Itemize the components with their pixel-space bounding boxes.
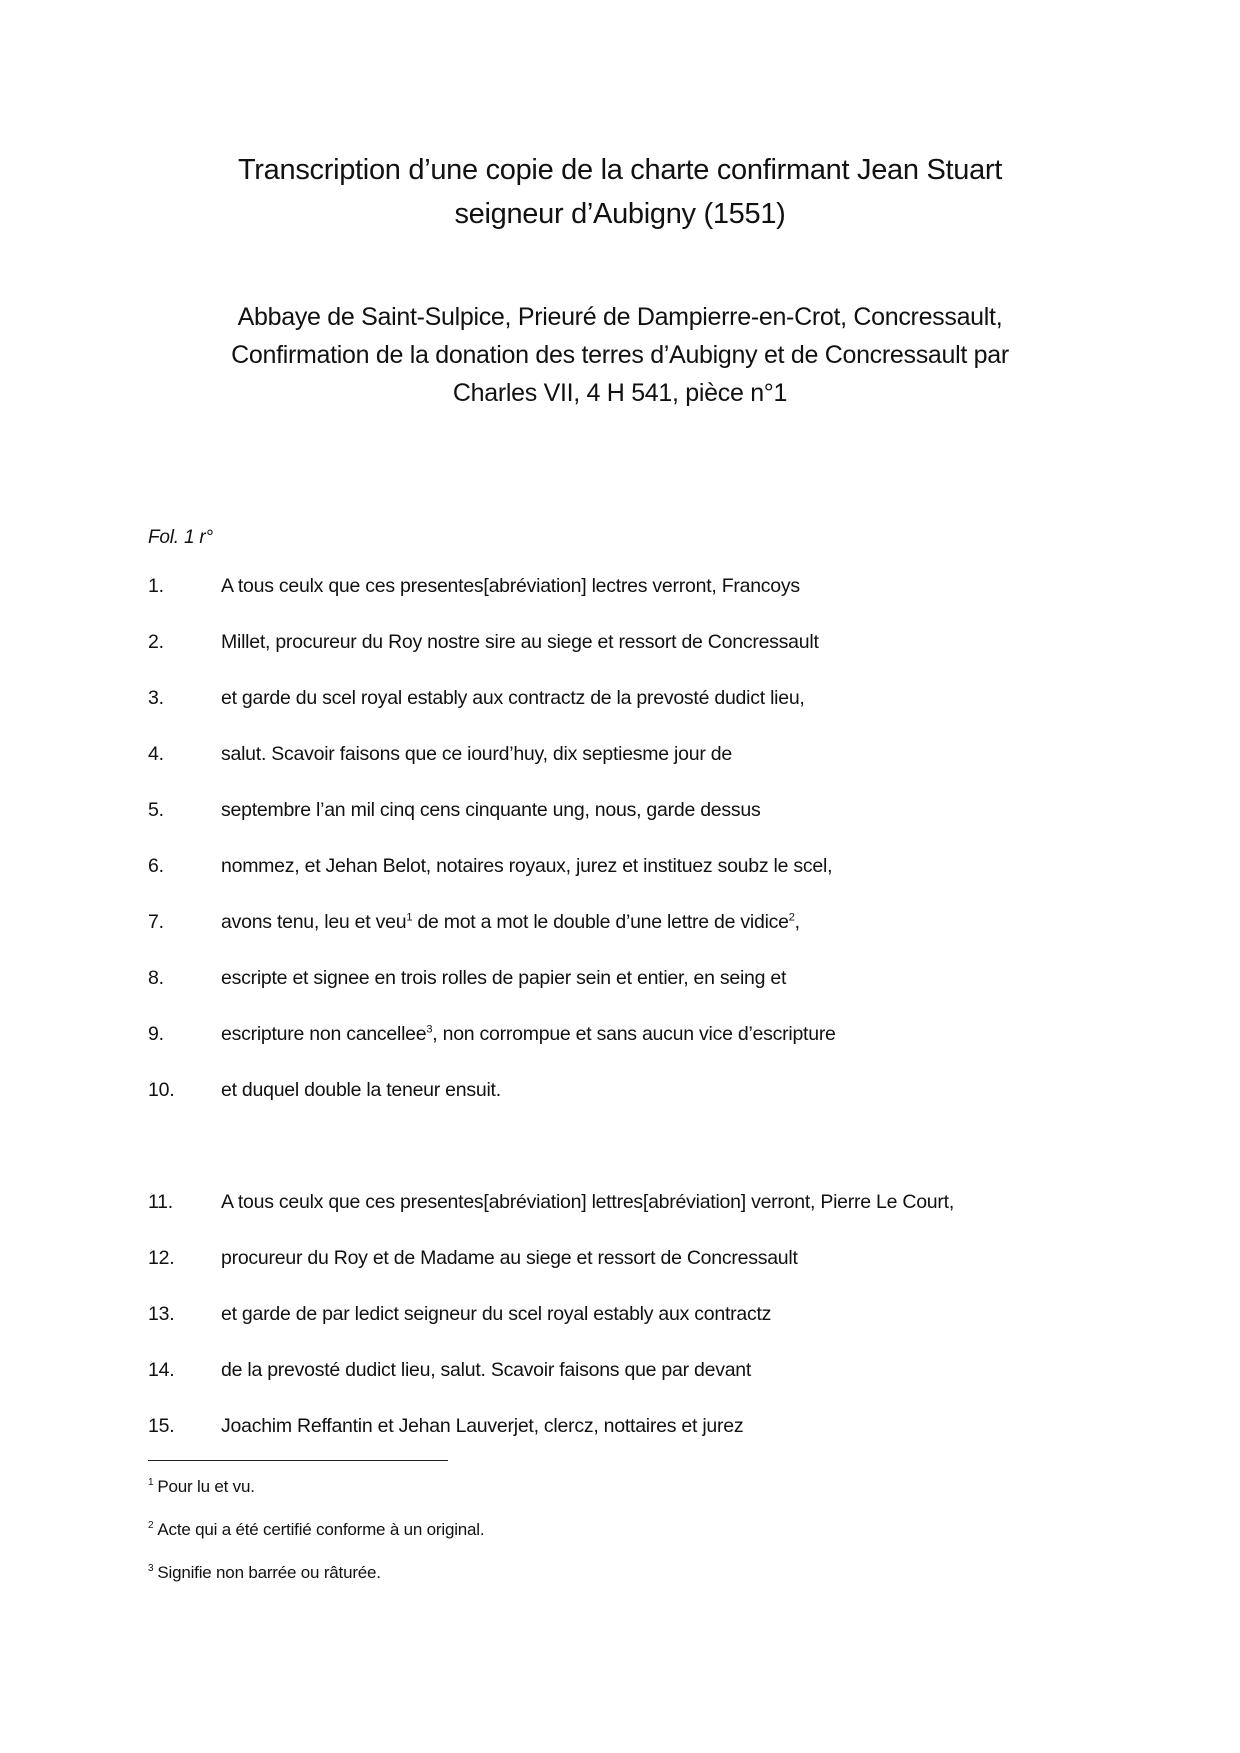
- line-number: 1.: [148, 575, 164, 597]
- line-number: 5.: [148, 799, 164, 821]
- footnote-ref-1[interactable]: 1: [406, 911, 413, 924]
- subtitle-line-3: Charles VII, 4 H 541, pièce n°1: [452, 379, 788, 407]
- line-text: et duquel double la teneur ensuit.: [221, 1079, 501, 1101]
- title-line-1: Transcription d’une copie de la charte confirmant Jean Stuart: [237, 154, 1003, 186]
- subtitle-line-1: Abbaye de Saint-Sulpice, Prieuré de Dampierre-en-Crot, Concressault,: [237, 303, 1003, 331]
- line-text: septembre l’an mil cinq cens cinquante ung, nous, garde dessus: [221, 799, 761, 821]
- footnote-mark: 3: [148, 1563, 154, 1575]
- document-subtitle: [150, 298, 1090, 412]
- line-text: et garde de par ledict seigneur du scel royal estably aux contractz: [221, 1303, 772, 1325]
- line-text-part: avons tenu, leu et veu: [221, 911, 407, 933]
- folio-label: Fol. 1 r°: [148, 527, 213, 548]
- line-number: 10.: [148, 1079, 175, 1101]
- footnote-separator: [148, 1460, 448, 1461]
- line-number: 4.: [148, 743, 164, 765]
- line-text-part: escripture non cancellee: [221, 1023, 427, 1045]
- line-text-part: , non corrompue et sans aucun vice d’escripture: [432, 1023, 836, 1045]
- document-title: [150, 148, 1090, 236]
- line-text: salut. Scavoir faisons que ce iourd’huy, dix septiesme jour de: [221, 743, 732, 765]
- footnote-text: Signifie non barrée ou râturée.: [157, 1563, 381, 1582]
- transcription-line: [148, 1079, 501, 1102]
- footnote-mark: 2: [148, 1520, 154, 1532]
- transcription-line: [148, 855, 832, 878]
- footnote: [148, 1563, 381, 1583]
- transcription-line: [148, 1415, 743, 1438]
- footnote-mark: 1: [148, 1477, 154, 1489]
- line-number: 11.: [148, 1191, 173, 1213]
- subtitle-line-2: Confirmation de la donation des terres d’Aubigny et de Concressault par: [231, 341, 1009, 369]
- line-number: 15.: [148, 1415, 175, 1437]
- transcription-line: [148, 1247, 798, 1270]
- footnote: [148, 1520, 484, 1540]
- line-text-part: de mot a mot le double d’une lettre de vidice: [412, 911, 789, 933]
- line-number: 12.: [148, 1247, 175, 1269]
- transcription-line: [148, 743, 732, 766]
- line-text: et garde du scel royal estably aux contractz de la prevosté dudict lieu,: [221, 687, 805, 709]
- title-line-2: seigneur d’Aubigny (1551): [454, 198, 786, 230]
- footnote: [148, 1477, 255, 1497]
- line-number: 3.: [148, 687, 164, 709]
- transcription-line: [148, 1359, 751, 1382]
- line-text: nommez, et Jehan Belot, notaires royaux, jurez et instituez soubz le scel,: [221, 855, 833, 877]
- footnote-ref-3[interactable]: 3: [426, 1023, 433, 1036]
- transcription-line: [148, 1023, 836, 1046]
- transcription-line: [148, 687, 805, 710]
- line-number: 6.: [148, 855, 164, 877]
- line-text: [221, 1023, 836, 1046]
- transcription-line: [148, 799, 761, 822]
- transcription-line: [148, 1303, 771, 1326]
- line-number: 7.: [148, 911, 164, 933]
- line-text: Millet, procureur du Roy nostre sire au siege et ressort de Concressault: [221, 631, 819, 653]
- transcription-line: [148, 1191, 954, 1214]
- line-number: 9.: [148, 1023, 164, 1045]
- footnote-ref-2[interactable]: 2: [788, 911, 795, 924]
- footnote-text: Pour lu et vu.: [157, 1477, 255, 1496]
- transcription-line: [148, 967, 786, 990]
- line-number: 8.: [148, 967, 164, 989]
- line-text-part: ,: [794, 911, 800, 933]
- transcription-line: [148, 631, 819, 654]
- line-text: de la prevosté dudict lieu, salut. Scavoir faisons que par devant: [221, 1359, 752, 1381]
- line-text: Joachim Reffantin et Jehan Lauverjet, clercz, nottaires et jurez: [221, 1415, 744, 1437]
- transcription-line: [148, 575, 800, 598]
- line-text: procureur du Roy et de Madame au siege et ressort de Concressault: [221, 1247, 798, 1269]
- footnote-text: Acte qui a été certifié conforme à un original.: [157, 1520, 485, 1539]
- line-text: A tous ceulx que ces presentes[abréviation] lettres[abréviation] verront, Pierre Le Court,: [221, 1191, 954, 1213]
- line-text: [221, 911, 800, 934]
- transcription-line: [148, 911, 800, 934]
- line-number: 13.: [148, 1303, 175, 1325]
- line-text: escripte et signee en trois rolles de papier sein et entier, en seing et: [221, 967, 787, 989]
- line-text: A tous ceulx que ces presentes[abréviation] lectres verront, Francoys: [221, 575, 800, 597]
- line-number: 2.: [148, 631, 164, 653]
- line-number: 14.: [148, 1359, 175, 1381]
